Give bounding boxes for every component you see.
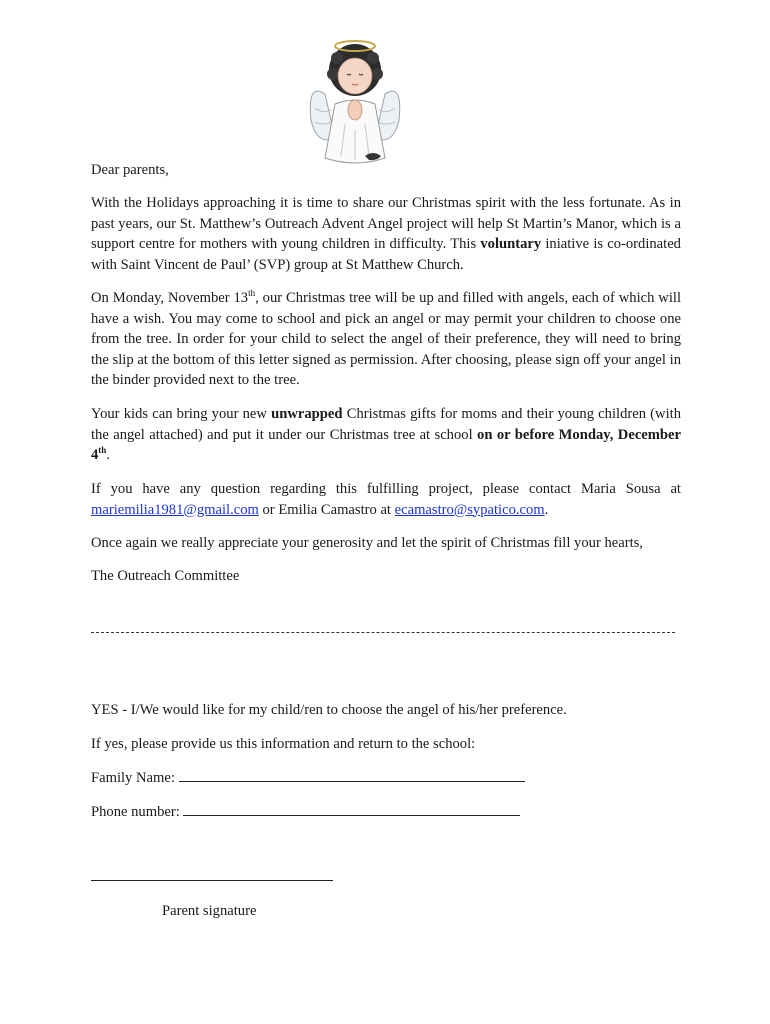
cut-line-divider <box>91 632 675 633</box>
slip-yes-line: YES - I/We would like for my child/ren to choose the angel of his/her preference. <box>91 702 567 718</box>
signature-line[interactable] <box>91 880 333 881</box>
angel-illustration <box>305 34 405 170</box>
signature-label: Parent signature <box>162 903 257 919</box>
family-name-field[interactable] <box>179 767 525 782</box>
paragraph-gifts: Your kids can bring your new unwrapped Christmas gifts for moms and their young children (with the angel attached) and put it under our Christmas tree at school on or before Monday, December 4th. <box>91 406 681 464</box>
family-name-row <box>91 767 681 789</box>
paragraph-tree-details: On Monday, November 13th, our Christmas tree will be up and filled with angels, each of which will have a wish. You may come to school and pick an angel or may permit your children to choose one from the tree. In order for your child to select the angel of their preference, they will need to bring the slip at the bottom of this letter signed as permission. After choosing, please sign off your angel in the binder provided next to the tree. <box>91 288 682 389</box>
signoff: The Outreach Committee <box>91 568 240 584</box>
greeting: Dear parents, <box>91 162 169 178</box>
family-name-label: Family Name: <box>91 770 175 786</box>
paragraph-closing: Once again we really appreciate your generosity and let the spirit of Christmas fill your hearts, <box>91 535 643 551</box>
email-link-maria[interactable]: mariemilia1981@gmail.com <box>91 501 259 518</box>
paragraph-intro: With the Holidays approaching it is time to share our Christmas spirit with the less fortunate. As in past years, our St. Matthew’s Outreach Advent Angel project will help St Martin’s Manor, which is a support centre for mothers with young children in difficulty. This voluntary iniative is co-ordinated with Saint Vincent de Paul’ (SVP) group at St Matthew Church. <box>91 195 681 273</box>
paragraph-contact: If you have any question regarding this fulfilling project, please contact Maria Sousa at mariemilia1981@gmail.com or Emilia Camastro at ecamastro@sypatico.com. <box>91 481 681 518</box>
phone-number-label: Phone number: <box>91 804 180 820</box>
email-link-emilia[interactable]: ecamastro@sypatico.com <box>394 501 545 518</box>
phone-number-row <box>91 801 681 823</box>
phone-number-field[interactable] <box>183 801 520 816</box>
slip-instructions: If yes, please provide us this information and return to the school: <box>91 736 476 752</box>
